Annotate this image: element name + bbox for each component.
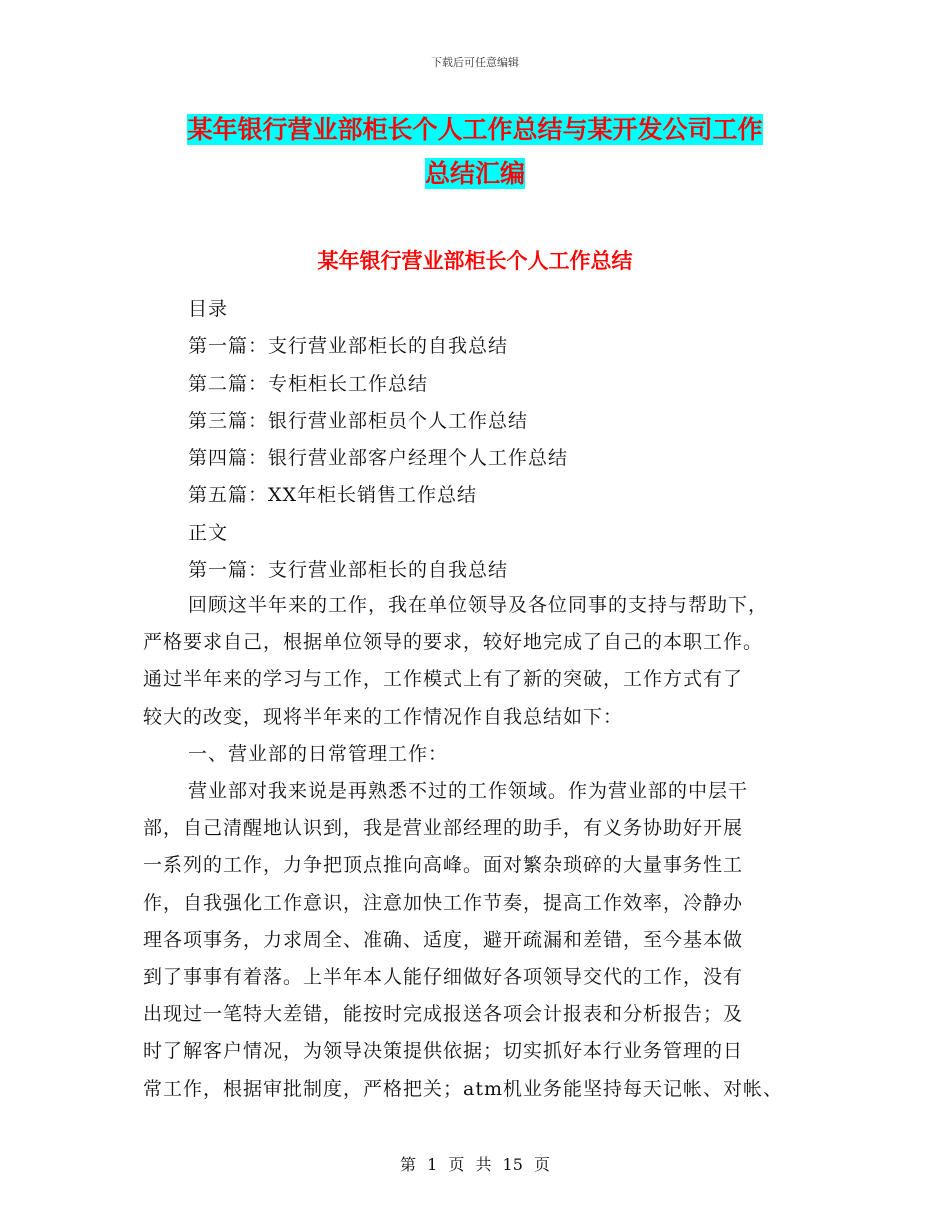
paragraph-line: 通过半年来的学习与工作，工作模式上有了新的突破，工作方式有了: [143, 668, 744, 691]
paragraph-line: 到了事事有着落。上半年本人能仔细做好各项领导交代的工作，没有: [143, 966, 744, 989]
chapter-heading: 第一篇：支行营业部柜长的自我总结: [188, 559, 509, 582]
paragraph-line: 较大的改变，现将半年来的工作情况作自我总结如下：: [143, 705, 624, 728]
paragraph-line: 出现过一笔特大差错，能按时完成报送各项会计报表和分析报告；及: [143, 1003, 744, 1026]
toc-item: 第四篇：银行营业部客户经理个人工作总结: [188, 447, 569, 470]
paragraph-line: 严格要求自己，根据单位领导的要求，较好地完成了自己的本职工作。: [143, 631, 764, 654]
paragraph-line: 理各项事务，力求周全、准确、适度，避开疏漏和差错，至今基本做: [143, 928, 744, 951]
section-title: 某年银行营业部柜长个人工作总结: [317, 249, 633, 273]
toc-item: 第五篇：XX年柜长销售工作总结: [188, 484, 478, 507]
paragraph-line: 一系列的工作，力争把顶点推向高峰。面对繁杂琐碎的大量事务性工: [143, 854, 744, 877]
document-title: [0, 108, 950, 196]
toc-heading: 目录: [188, 298, 229, 320]
document-body: [143, 587, 825, 1108]
paragraph-line: 常工作，根据审批制度，严格把关；atm机业务能坚持每天记帐、对帐、: [143, 1077, 783, 1100]
body-label: 正文: [188, 521, 229, 544]
paragraph-line: 作，自我强化工作意识，注意加快工作节奏，提高工作效率，冷静办: [143, 891, 744, 914]
page-header-note: 下载后可任意编辑: [431, 56, 519, 69]
section-heading: 一、营业部的日常管理工作：: [188, 742, 449, 765]
table-of-contents: [188, 291, 568, 589]
page-number: 第 1 页 共 15 页: [400, 1155, 550, 1174]
toc-item: 第二篇：专柜柜长工作总结: [188, 372, 429, 395]
paragraph-line: 回顾这半年来的工作，我在单位领导及各位同事的支持与帮助下，: [188, 594, 769, 616]
paragraph-line: 营业部对我来说是再熟悉不过的工作领域。作为营业部的中层干: [188, 780, 749, 803]
toc-item: 第一篇：支行营业部柜长的自我总结: [188, 335, 509, 358]
document-title-line-1: 某年银行营业部柜长个人工作总结与某开发公司工作: [187, 115, 763, 144]
toc-item: 第三篇：银行营业部柜员个人工作总结: [188, 409, 529, 432]
paragraph-line: 部，自己清醒地认识到，我是营业部经理的助手，有义务协助好开展: [143, 817, 744, 840]
paragraph-line: 时了解客户情况，为领导决策提供依据；切实抓好本行业务管理的日: [143, 1040, 744, 1063]
document-title-line-2: 总结汇编: [424, 159, 525, 188]
